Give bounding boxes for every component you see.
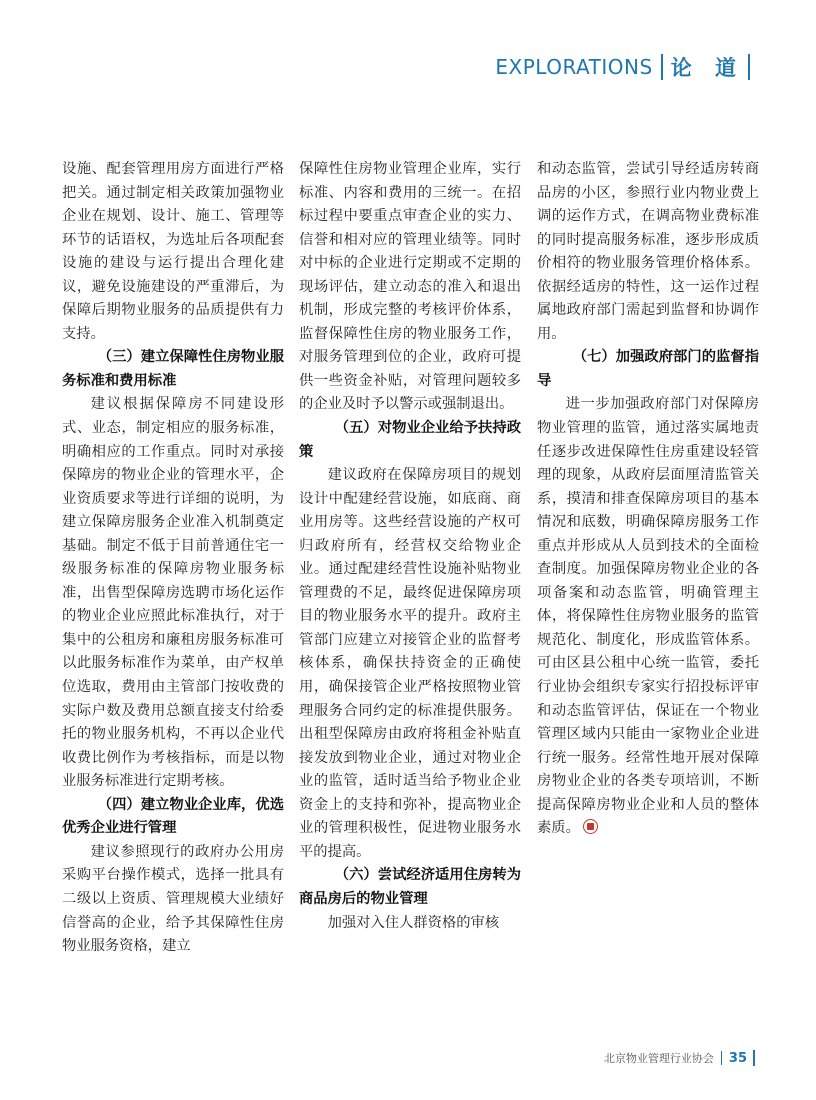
paragraph: 建议参照现行的政府办公用房采购平台操作模式，选择一批具有二级以上资质、管理规模大业绩好信誉高的企业，给予其保障性住房物业服务资格，建立	[62, 843, 284, 955]
section-heading-6: （六）尝试经济适用住房转为商品房后的物业管理	[299, 867, 521, 907]
paragraph: 和动态监管，尝试引导经适房转商品房的小区，参照行业内物业费上调的运作方式，在调高物业费标准的同时提高服务标准，逐步形成质价相符的物业服务管理价格体系。依据经适房的特性，这一运作过程属地政府部门需起到监督和协调作用。	[537, 161, 759, 342]
paragraph: 建议根据保障房不同建设形式、业态，制定相应的服务标准，明确相应的工作重点。同时对承接保障房的物业企业的管理水平，企业资质要求等进行详细的说明，为建立保障房服务企业准入机制奠定基础。制定不低于目前普通住宅一级服务标准的保障房物业服务标准，出售型保障房选聘市场化运作的物业企业应照此标准执行，对于集中的公租房和廉租房服务标准可以此服务标准作为菜单，由产权单位选取，费用由主管部门按收费的实际户数及费用总额直接支付给委托的物业服务机构，不再以企业代收费比例作为考核指标，而是以物业服务标准进行定期考核。	[62, 396, 284, 790]
footer-organization: 北京物业管理行业协会	[603, 1052, 714, 1065]
page-number: 35	[728, 1050, 747, 1066]
seal-end-icon	[583, 819, 598, 834]
section-heading-3: （三）建立保障性住房物业服务标准和费用标准	[62, 349, 284, 389]
paragraph-final	[537, 393, 759, 840]
page-footer	[604, 1050, 755, 1066]
article-column-1	[62, 158, 284, 959]
section-heading-4: （四）建立物业企业库，优选优秀企业进行管理	[62, 796, 284, 837]
paragraph: 建议政府在保障房项目的规划设计中配建经营设施，如底商、商业用房等。这些经营设施的产权可归政府所有，经营权交给物业企业。通过配建经营性设施补贴物业管理费的不足，最终促进保障房项目的物业服务水平的提升。政府主管部门应建立对接管企业的监督考核体系，确保扶持资金的正确使用，确保接管企业严格按照物业管理服务合同约定的标准提供服务。出租型保障房由政府将租金补贴直接发放到物业企业，通过对物业企业的监管，适时适当给予物业企业资金上的支持和弥补，提高物业企业的管理积极性，促进物业服务水平的提高。	[299, 467, 521, 860]
section-heading-7: （七）加强政府部门的监督指导	[537, 349, 759, 389]
section-title-cn: 论 道	[670, 56, 744, 80]
paragraph: 设施、配套管理用房方面进行严格把关。通过制定相关政策加强物业企业在规划、设计、施工、管理等环节的话语权，为选址后各项配套设施的建设与运行提出合理化建议，避免设施建设的严重滞后，为保障后期物业服务的品质提供有力支持。	[62, 161, 284, 342]
paragraph: 加强对入住人群资格的审核	[327, 914, 500, 931]
paragraph-text: 进一步加强政府部门对保障房物业管理的监管，通过落实属地责任逐步改进保障性住房重建设轻管理的现象，从政府层面厘清监管关系，摸清和排查保障房项目的基本情况和底数，明确保障房服务工作重点并形成从人员到技术的全面检查制度。加强保障房物业企业的各项备案和动态监管，明确管理主体，将保障性住房物业服务的监管规范化、制度化，形成监管体系。可由区县公租中心统一监管，委托行业协会组织专家实行招投标评审和动态监管评估，保证在一个物业管理区域内只能由一家物业企业进行统一服务。经常性地开展对保障房物业企业的各类专项培训，不断提高保障房物业企业和人员的整体素质。	[537, 396, 759, 837]
section-header	[495, 52, 750, 82]
header-end-bar	[748, 54, 750, 80]
section-heading-5: （五）对物业企业给予扶持政策	[299, 420, 521, 460]
footer-divider	[721, 1051, 722, 1065]
footer-end-bar	[753, 1050, 755, 1066]
header-divider	[661, 54, 663, 80]
article-column-3	[537, 158, 759, 841]
section-title-en: EXPLORATIONS	[495, 55, 653, 79]
paragraph: 保障性住房物业管理企业库，实行标准、内容和费用的三统一。在招标过程中要重点审查企业的实力、信誉和相对应的管理业绩等。同时对中标的企业进行定期或不定期的现场评估，建立动态的准入和退出机制，形成完整的考核评价体系，监督保障性住房的物业服务工作，对服务管理到位的企业，政府可提供一些资金补贴，对管理问题较多的企业及时予以警示或强制退出。	[299, 161, 521, 413]
article-column-2	[299, 158, 521, 935]
